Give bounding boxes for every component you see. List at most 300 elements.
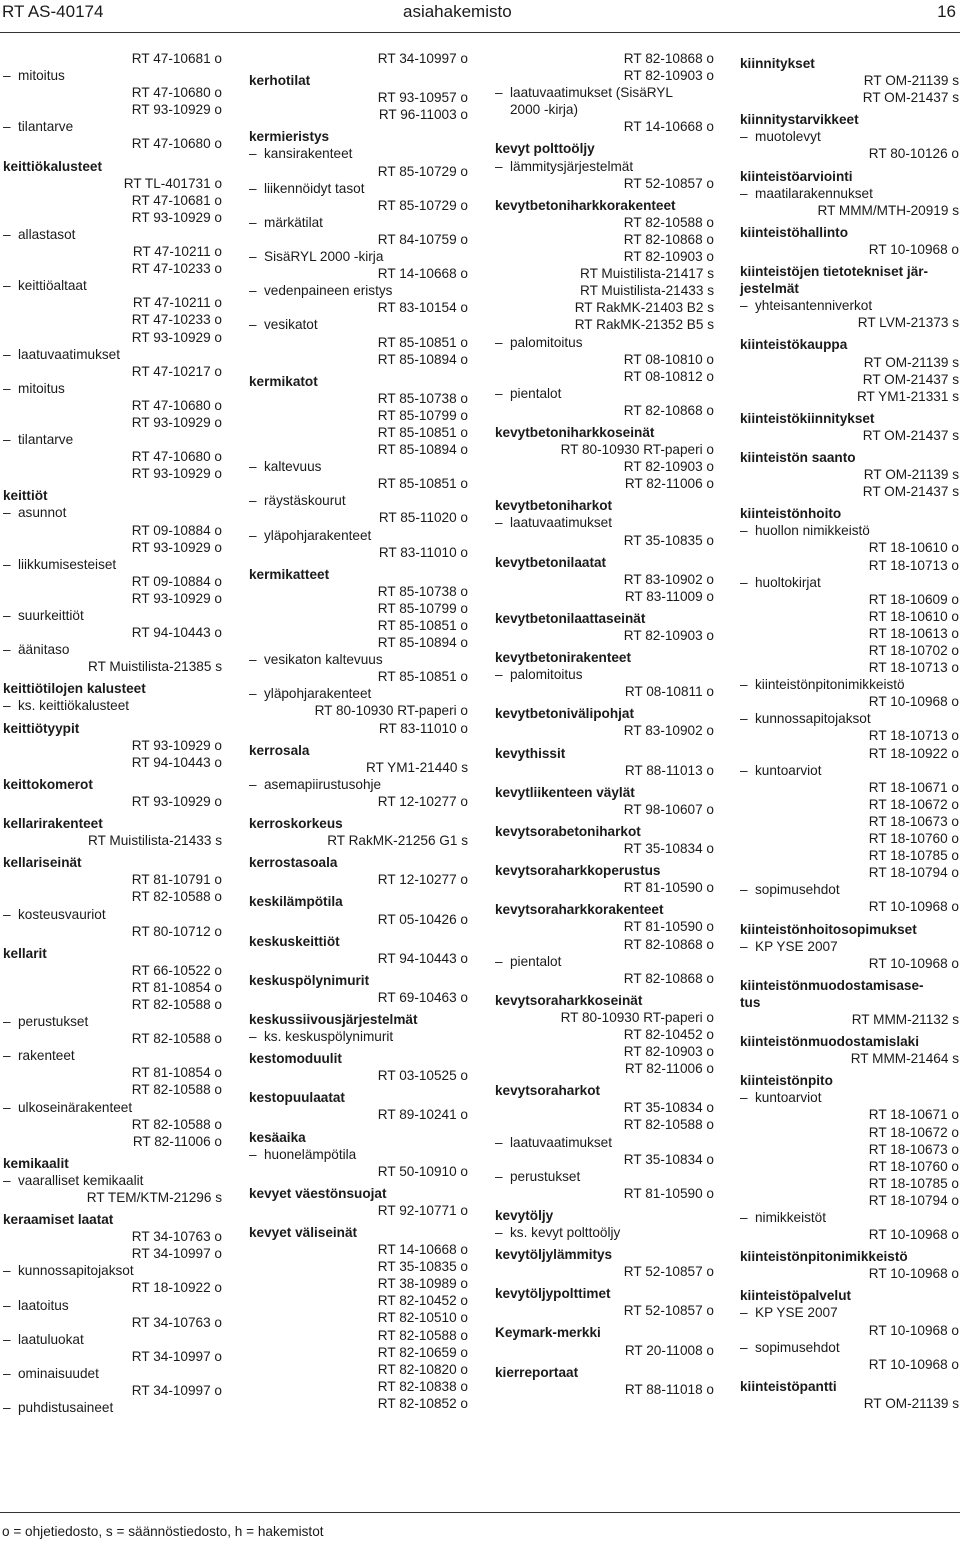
reference-code: RT 93-10929 o xyxy=(131,102,222,118)
index-heading: kestomoduulit xyxy=(249,1051,342,1067)
index-heading: kiinteistökiinnitykset xyxy=(740,410,875,426)
index-heading: kevytsoraharkkoperustus xyxy=(495,863,661,879)
reference-code: RT 94-10443 o xyxy=(131,754,222,770)
index-subterm: – pientalot xyxy=(495,385,714,402)
reference-code: RT 18-10785 o xyxy=(868,848,959,864)
reference-code: RT 83-11009 o xyxy=(624,588,714,604)
reference-code: RT OM-21139 s xyxy=(863,467,959,483)
index-subterm: – keittiöaltaat xyxy=(3,277,222,294)
reference-code: RT 14-10668 o xyxy=(377,1242,468,1258)
reference-code: RT RakMK-21352 B5 s xyxy=(574,317,714,333)
index-subterm: – puhdistusaineet xyxy=(3,1399,222,1416)
index-subterm: – kosteusvauriot xyxy=(3,906,222,923)
index-heading: keskuspölynimurit xyxy=(249,972,370,988)
reference-code: RT 93-10929 o xyxy=(131,539,222,555)
index-heading: kevytbetoniharkkorakenteet xyxy=(495,197,676,213)
index-heading: kestopuulaatat xyxy=(249,1090,345,1106)
reference-code: RT 35-10835 o xyxy=(377,1259,468,1275)
index-subterm: – tilantarve xyxy=(3,431,222,448)
index-heading: keskussiivousjärjestelmät xyxy=(249,1011,418,1027)
index-heading: keittokomerot xyxy=(3,776,93,792)
reference-code: RT 80-10930 RT-paperi o xyxy=(560,1009,714,1025)
index-heading: kevytöljylämmitys xyxy=(495,1247,613,1263)
reference-code: RT 88-11013 o xyxy=(624,762,714,778)
reference-code: RT 85-10851 o xyxy=(377,334,468,350)
index-subterm: – KP YSE 2007 xyxy=(740,938,959,955)
index-heading: keittiökalusteet xyxy=(3,158,102,174)
reference-code: RT 82-10588 o xyxy=(623,1117,714,1133)
index-subterm: – mitoitus xyxy=(3,67,222,84)
reference-code: RT 47-10217 o xyxy=(131,363,222,379)
index-subterm: – märkätilat xyxy=(249,214,468,231)
reference-code: RT 05-10426 o xyxy=(377,911,468,927)
reference-code: RT 82-10852 o xyxy=(377,1395,468,1411)
reference-code: RT 34-10997 o xyxy=(377,51,468,66)
reference-code: RT 35-10834 o xyxy=(623,841,714,857)
reference-code: RT 82-10588 o xyxy=(623,214,714,230)
reference-code: RT 94-10443 o xyxy=(131,625,222,641)
index-heading: keittiötyypit xyxy=(3,720,80,736)
reference-code: RT 81-10854 o xyxy=(131,1065,222,1081)
reference-code: RT 10-10968 o xyxy=(868,1227,959,1243)
reference-code: RT 38-10989 o xyxy=(377,1276,468,1292)
reference-code: RT 47-10680 o xyxy=(131,449,222,465)
index-subterm: – yhteisantenniverkot xyxy=(740,297,959,314)
index-subterm: – vaaralliset kemikaalit xyxy=(3,1172,222,1189)
index-heading: kermikatot xyxy=(249,373,318,389)
reference-code: RT 52-10857 o xyxy=(623,1303,714,1319)
reference-code: RT 81-10854 o xyxy=(131,979,222,995)
reference-code: RT 82-10452 o xyxy=(623,1026,714,1042)
index-subterm: – lämmitysjärjestelmät xyxy=(495,158,714,175)
index-heading: kesäaika xyxy=(249,1129,306,1145)
reference-code: RT OM-21139 s xyxy=(863,73,959,89)
index-heading: kevytöljy xyxy=(495,1207,554,1223)
reference-code: RT 82-10868 o xyxy=(623,970,714,986)
reference-code: RT 85-10738 o xyxy=(377,390,468,406)
reference-code: RT 18-10610 o xyxy=(868,540,959,556)
index-heading: kevytsorabetoniharkot xyxy=(495,823,641,839)
reference-code: RT 09-10884 o xyxy=(131,573,222,589)
index-subterm: – nimikkeistöt xyxy=(740,1209,959,1226)
reference-code: RT 85-10799 o xyxy=(377,407,468,423)
header-divider xyxy=(0,32,960,33)
index-column-4 xyxy=(740,50,959,1412)
index-subterm: – SisäRYL 2000 -kirja xyxy=(249,248,468,265)
reference-code: RT 18-10922 o xyxy=(868,745,959,761)
index-heading: kiinteistönhoitosopimukset xyxy=(740,921,917,937)
index-heading: kevytbetonilaatat xyxy=(495,554,607,570)
index-heading: kerroskorkeus xyxy=(249,816,343,832)
index-heading: kevytbetonivälipohjat xyxy=(495,706,634,722)
reference-code: RT 93-10929 o xyxy=(131,209,222,225)
index-heading-continued: jestelmät xyxy=(740,281,799,297)
index-column-2 xyxy=(249,50,468,1412)
reference-code: RT 34-10763 o xyxy=(131,1229,222,1245)
reference-code: RT 47-10211 o xyxy=(132,295,222,311)
reference-code: RT 20-11008 o xyxy=(624,1342,714,1358)
index-heading: kellarit xyxy=(3,945,47,961)
index-subterm: – ks. kevyt polttoöljy xyxy=(495,1224,714,1241)
index-heading: kiinteistönpito xyxy=(740,1073,833,1089)
index-heading: kiinteistöpantti xyxy=(740,1378,837,1394)
index-heading: kerhotilat xyxy=(249,73,311,89)
reference-code: RT 47-10681 o xyxy=(131,192,222,208)
index-subterm: – ulkoseinärakenteet xyxy=(3,1099,222,1116)
index-subterm: – sopimusehdot xyxy=(740,1339,959,1356)
reference-code: RT 82-10903 o xyxy=(623,459,714,475)
reference-code: RT OM-21437 s xyxy=(862,371,959,387)
reference-code: RT 81-10590 o xyxy=(623,1185,714,1201)
reference-code: RT 09-10884 o xyxy=(131,522,222,538)
reference-code: RT 80-10930 RT-paperi o xyxy=(560,442,714,458)
index-subterm: – mitoitus xyxy=(3,380,222,397)
reference-code: RT 34-10997 o xyxy=(131,1348,222,1364)
index-subterm: – laatuluokat xyxy=(3,1331,222,1348)
reference-code: RT OM-21437 s xyxy=(862,427,959,443)
reference-code: RT 82-10903 o xyxy=(623,68,714,84)
reference-code: RT 85-10851 o xyxy=(377,424,468,440)
reference-code: RT 18-10794 o xyxy=(868,865,959,881)
reference-code: RT 80-10930 RT-paperi o xyxy=(314,703,468,719)
reference-code: RT 85-10894 o xyxy=(377,351,468,367)
reference-code: RT 85-10894 o xyxy=(377,635,468,651)
index-heading: kevytbetoniharkot xyxy=(495,498,613,514)
index-heading: kevytliikenteen väylät xyxy=(495,784,635,800)
reference-code: RT 85-11020 o xyxy=(378,510,468,526)
reference-code: RT 52-10857 o xyxy=(623,1264,714,1280)
reference-code: RT 35-10835 o xyxy=(623,532,714,548)
index-subterm: – kuntoarviot xyxy=(740,1089,959,1106)
index-subterm: – huollon nimikkeistö xyxy=(740,522,959,539)
reference-code: RT 80-10712 o xyxy=(131,923,222,939)
reference-code: RT 18-10671 o xyxy=(868,779,959,795)
index-subterm: – asemapiirustusohje xyxy=(249,776,468,793)
reference-code: RT 18-10713 o xyxy=(868,660,959,676)
reference-code: RT 18-10673 o xyxy=(868,813,959,829)
reference-code: RT 85-10894 o xyxy=(377,442,468,458)
reference-code: RT 18-10609 o xyxy=(868,591,959,607)
reference-code: RT 18-10785 o xyxy=(868,1175,959,1191)
index-column-1 xyxy=(3,50,222,1416)
reference-code: RT 93-10929 o xyxy=(131,590,222,606)
index-heading: kiinteistön saanto xyxy=(740,449,856,465)
reference-code: RT 82-10588 o xyxy=(131,889,222,905)
reference-code: RT 82-10868 o xyxy=(623,51,714,66)
reference-code: RT 82-10903 o xyxy=(623,1044,714,1060)
reference-code: RT Muistilista-21385 s xyxy=(88,659,222,675)
index-heading: kevyet väestönsuojat xyxy=(249,1185,387,1201)
reference-code: RT TEM/KTM-21296 s xyxy=(86,1190,222,1205)
reference-code: RT 12-10277 o xyxy=(377,872,468,888)
footer-divider xyxy=(0,1512,960,1513)
index-heading: kevytbetoniharkkoseinät xyxy=(495,424,655,440)
index-heading: kiinnitystarvikkeet xyxy=(740,112,859,128)
reference-code: RT 85-10729 o xyxy=(377,197,468,213)
index-heading: kiinnitykset xyxy=(740,56,815,71)
reference-code: RT 18-10760 o xyxy=(868,831,959,847)
index-heading: kevytsoraharkot xyxy=(495,1083,601,1099)
index-heading: kiinteistöhallinto xyxy=(740,224,848,240)
index-subterm: – KP YSE 2007 xyxy=(740,1304,959,1321)
reference-code: RT 18-10794 o xyxy=(868,1192,959,1208)
index-heading-continued: tus xyxy=(740,994,761,1010)
reference-code: RT MMM-21132 s xyxy=(851,1011,959,1027)
reference-code: RT MMM/MTH-20919 s xyxy=(817,202,959,218)
reference-code: RT 81-10791 o xyxy=(131,872,222,888)
reference-code: RT 10-10968 o xyxy=(868,955,959,971)
reference-code: RT 93-10929 o xyxy=(131,466,222,482)
index-subterm: – kuntoarviot xyxy=(740,762,959,779)
reference-code: RT 85-10851 o xyxy=(377,476,468,492)
index-subterm: – palomitoitus xyxy=(495,334,714,351)
reference-code: RT 83-10902 o xyxy=(623,571,714,587)
reference-code: RT 89-10241 o xyxy=(377,1107,468,1123)
index-subterm: – liikennöidyt tasot xyxy=(249,180,468,197)
page-header xyxy=(0,0,960,30)
index-heading: kevythissit xyxy=(495,745,566,761)
reference-code: RT 08-10810 o xyxy=(623,351,714,367)
index-heading: kermikatteet xyxy=(249,566,330,582)
index-subterm-continued: 2000 -kirja) xyxy=(510,102,578,118)
reference-code: RT 18-10672 o xyxy=(868,1124,959,1140)
reference-code: RT 82-10510 o xyxy=(377,1310,468,1326)
reference-code: RT 10-10968 o xyxy=(868,1266,959,1282)
index-heading: kiinteistökauppa xyxy=(740,337,848,353)
reference-code: RT LVM-21373 s xyxy=(857,315,959,331)
reference-code: RT 10-10968 o xyxy=(868,899,959,915)
index-subterm: – sopimusehdot xyxy=(740,881,959,898)
reference-code: RT 85-10799 o xyxy=(377,600,468,616)
index-subterm: – kunnossapitojaksot xyxy=(740,710,959,727)
index-subterm: – ks. keittiökalusteet xyxy=(3,697,222,714)
reference-code: RT TL-401731 o xyxy=(123,175,222,191)
index-subterm: – perustukset xyxy=(495,1168,714,1185)
index-subterm: – allastasot xyxy=(3,226,222,243)
reference-code: RT 34-10997 o xyxy=(131,1383,222,1399)
index-subterm: – pientalot xyxy=(495,953,714,970)
reference-code: RT 85-10729 o xyxy=(377,163,468,179)
index-heading: kevyet väliseinät xyxy=(249,1225,358,1240)
index-heading: kiinteistönpitonimikkeistö xyxy=(740,1249,908,1265)
index-subterm: – muotolevyt xyxy=(740,128,959,145)
reference-code: RT 69-10463 o xyxy=(377,989,468,1005)
index-subterm: – huonelämpötila xyxy=(249,1146,468,1163)
index-subterm: – yläpohjarakenteet xyxy=(249,685,468,702)
page-title: asiahakemisto xyxy=(403,2,512,21)
reference-code: RT 82-10868 o xyxy=(623,402,714,418)
reference-code: RT 94-10443 o xyxy=(377,950,468,966)
reference-code: RT 47-10681 o xyxy=(131,51,222,66)
index-subterm: – ominaisuudet xyxy=(3,1365,222,1382)
reference-code: RT 98-10607 o xyxy=(623,801,714,817)
index-subterm: – perustukset xyxy=(3,1013,222,1030)
index-heading: kevytsoraharkkoseinät xyxy=(495,992,643,1008)
reference-code: RT RakMK-21403 B2 s xyxy=(574,300,714,316)
reference-code: RT OM-21437 s xyxy=(862,90,959,106)
index-heading: kiinteistöpalvelut xyxy=(740,1288,852,1304)
reference-code: RT 52-10857 o xyxy=(623,175,714,191)
reference-code: RT 92-10771 o xyxy=(377,1202,468,1218)
index-heading: kiinteistönmuodostamislaki xyxy=(740,1034,920,1050)
index-heading: keskilämpötila xyxy=(249,894,343,910)
reference-code: RT 83-11010 o xyxy=(378,544,468,560)
reference-code: RT 82-11006 o xyxy=(132,1133,222,1149)
reference-code: RT YM1-21440 s xyxy=(365,759,468,775)
index-subterm: – kunnossapitojaksot xyxy=(3,1262,222,1279)
index-heading: keskuskeittiöt xyxy=(249,933,340,949)
reference-code: RT Muistilista-21433 s xyxy=(580,283,714,299)
index-subterm: – maatilarakennukset xyxy=(740,185,959,202)
reference-code: RT OM-21139 s xyxy=(863,354,959,370)
index-heading: kevyt polttoöljy xyxy=(495,141,595,157)
index-heading: kerrostasoala xyxy=(249,855,338,871)
reference-code: RT 03-10525 o xyxy=(377,1068,468,1084)
index-heading: keittiötilojen kalusteet xyxy=(3,681,146,697)
page-number: 16 xyxy=(937,2,956,21)
reference-code: RT 08-10811 o xyxy=(624,684,714,700)
index-heading: kevytbetonilaattaseinät xyxy=(495,610,646,626)
reference-code: RT 81-10590 o xyxy=(623,919,714,935)
reference-code: RT 47-10680 o xyxy=(131,397,222,413)
reference-code: RT 82-10452 o xyxy=(377,1293,468,1309)
index-subterm: – laatoitus xyxy=(3,1297,222,1314)
reference-code: RT 82-10820 o xyxy=(377,1361,468,1377)
reference-code: RT 50-10910 o xyxy=(377,1163,468,1179)
reference-code: RT 82-10588 o xyxy=(131,1082,222,1098)
index-subterm: – laatuvaatimukset xyxy=(495,514,714,531)
reference-code: RT 82-10588 o xyxy=(131,1116,222,1132)
reference-code: RT 82-10903 o xyxy=(623,249,714,265)
index-heading: Keymark-merkki xyxy=(495,1325,601,1341)
index-subterm: – vesikaton kaltevuus xyxy=(249,651,468,668)
reference-code: RT 82-10588 o xyxy=(377,1327,468,1343)
reference-code: RT 10-10968 o xyxy=(868,241,959,257)
index-heading: kierreportaat xyxy=(495,1364,579,1380)
reference-code: RT RakMK-21256 G1 s xyxy=(327,833,468,849)
index-subterm: – laatuvaatimukset xyxy=(3,346,222,363)
reference-code: RT 93-10929 o xyxy=(131,793,222,809)
reference-code: RT 85-10738 o xyxy=(377,583,468,599)
reference-code: RT 93-10929 o xyxy=(131,737,222,753)
index-subterm: – suurkeittiöt xyxy=(3,607,222,624)
reference-code: RT 18-10672 o xyxy=(868,796,959,812)
reference-code: RT 14-10668 o xyxy=(623,119,714,135)
index-subterm: – palomitoitus xyxy=(495,666,714,683)
reference-code: RT 18-10713 o xyxy=(868,728,959,744)
reference-code: RT 82-10588 o xyxy=(131,1031,222,1047)
reference-code: RT YM1-21331 s xyxy=(856,388,959,404)
index-heading: kermieristys xyxy=(249,129,330,145)
reference-code: RT 96-11003 o xyxy=(378,107,468,123)
reference-code: RT Muistilista-21417 s xyxy=(580,266,714,282)
reference-code: RT OM-21139 s xyxy=(863,1395,959,1411)
footer-legend: o = ohjetiedosto, s = säännöstiedosto, h = hakemistot xyxy=(2,1524,324,1539)
index-heading: kiinteistönhoito xyxy=(740,506,842,522)
index-subterm: – kaltevuus xyxy=(249,458,468,475)
reference-code: RT MMM-21464 s xyxy=(850,1051,959,1067)
reference-code: RT 93-10929 o xyxy=(131,329,222,345)
reference-code: RT 08-10812 o xyxy=(623,368,714,384)
index-subterm: – asunnot xyxy=(3,504,222,521)
reference-code: RT 47-10680 o xyxy=(131,85,222,101)
reference-code: RT 18-10673 o xyxy=(868,1141,959,1157)
reference-code: RT 47-10233 o xyxy=(131,312,222,328)
reference-code: RT 34-10763 o xyxy=(131,1314,222,1330)
reference-code: RT 18-10922 o xyxy=(131,1280,222,1296)
index-subterm: – räystäskourut xyxy=(249,492,468,509)
reference-code: RT 47-10233 o xyxy=(131,261,222,277)
reference-code: RT 84-10759 o xyxy=(377,231,468,247)
reference-code: RT 82-10588 o xyxy=(131,996,222,1012)
reference-code: RT 85-10851 o xyxy=(377,669,468,685)
reference-code: RT 82-10868 o xyxy=(623,936,714,952)
reference-code: RT 10-10968 o xyxy=(868,694,959,710)
reference-code: RT 47-10680 o xyxy=(131,136,222,152)
index-subterm: – yläpohjarakenteet xyxy=(249,527,468,544)
index-heading: kiinteistöarviointi xyxy=(740,168,853,184)
reference-code: RT OM-21437 s xyxy=(862,484,959,500)
index-heading: kevytöljypolttimet xyxy=(495,1286,611,1302)
reference-code: RT 18-10610 o xyxy=(868,608,959,624)
index-subterm: – liikkumisesteiset xyxy=(3,556,222,573)
index-heading: keittiöt xyxy=(3,488,48,504)
index-subterm: – ks. keskuspölynimurit xyxy=(249,1028,468,1045)
reference-code: RT 82-11006 o xyxy=(624,476,714,492)
reference-code: RT 14-10668 o xyxy=(377,266,468,282)
reference-code: RT 88-11018 o xyxy=(624,1381,714,1397)
reference-code: RT 93-10929 o xyxy=(131,414,222,430)
reference-code: RT 35-10834 o xyxy=(623,1151,714,1167)
index-heading: kellariseinät xyxy=(3,855,82,871)
reference-code: RT 10-10968 o xyxy=(868,1322,959,1338)
index-heading: kerrosala xyxy=(249,742,310,758)
reference-code: RT Muistilista-21433 s xyxy=(88,833,222,849)
reference-code: RT 18-10671 o xyxy=(868,1107,959,1123)
index-subterm: – tilantarve xyxy=(3,118,222,135)
index-column-3 xyxy=(495,50,714,1398)
index-heading: kellarirakenteet xyxy=(3,816,103,832)
reference-code: RT 83-11010 o xyxy=(378,720,468,736)
reference-code: RT 82-10868 o xyxy=(623,231,714,247)
index-subterm: – rakenteet xyxy=(3,1047,222,1064)
reference-code: RT 85-10851 o xyxy=(377,618,468,633)
index-heading: keraamiset laatat xyxy=(3,1212,114,1228)
reference-code: RT 81-10590 o xyxy=(623,880,714,896)
reference-code: RT 80-10126 o xyxy=(868,146,959,162)
index-subterm: – äänitaso xyxy=(3,641,222,658)
reference-code: RT 83-10154 o xyxy=(377,300,468,316)
index-subterm: – laatuvaatimukset (SisäRYL xyxy=(495,84,714,101)
reference-code: RT 10-10968 o xyxy=(868,1356,959,1372)
reference-code: RT 35-10834 o xyxy=(623,1100,714,1116)
index-subterm: – kiinteistönpitonimikkeistö xyxy=(740,676,959,693)
index-heading: kevytsoraharkkorakenteet xyxy=(495,902,664,918)
reference-code: RT 47-10211 o xyxy=(132,244,222,260)
index-subterm: – kansirakenteet xyxy=(249,145,468,162)
reference-code: RT 82-11006 o xyxy=(624,1061,714,1077)
index-subterm: – vedenpaineen eristys xyxy=(249,282,468,299)
reference-code: RT 18-10713 o xyxy=(868,557,959,573)
reference-code: RT 34-10997 o xyxy=(131,1246,222,1262)
reference-code: RT 82-10838 o xyxy=(377,1378,468,1394)
index-heading: kemikaalit xyxy=(3,1155,69,1171)
index-heading: kiinteistöjen tietotekniset jär- xyxy=(740,264,929,280)
reference-code: RT 83-10902 o xyxy=(623,723,714,739)
reference-code: RT 12-10277 o xyxy=(377,793,468,809)
reference-code: RT 82-10903 o xyxy=(623,628,714,643)
reference-code: RT 66-10522 o xyxy=(131,962,222,978)
